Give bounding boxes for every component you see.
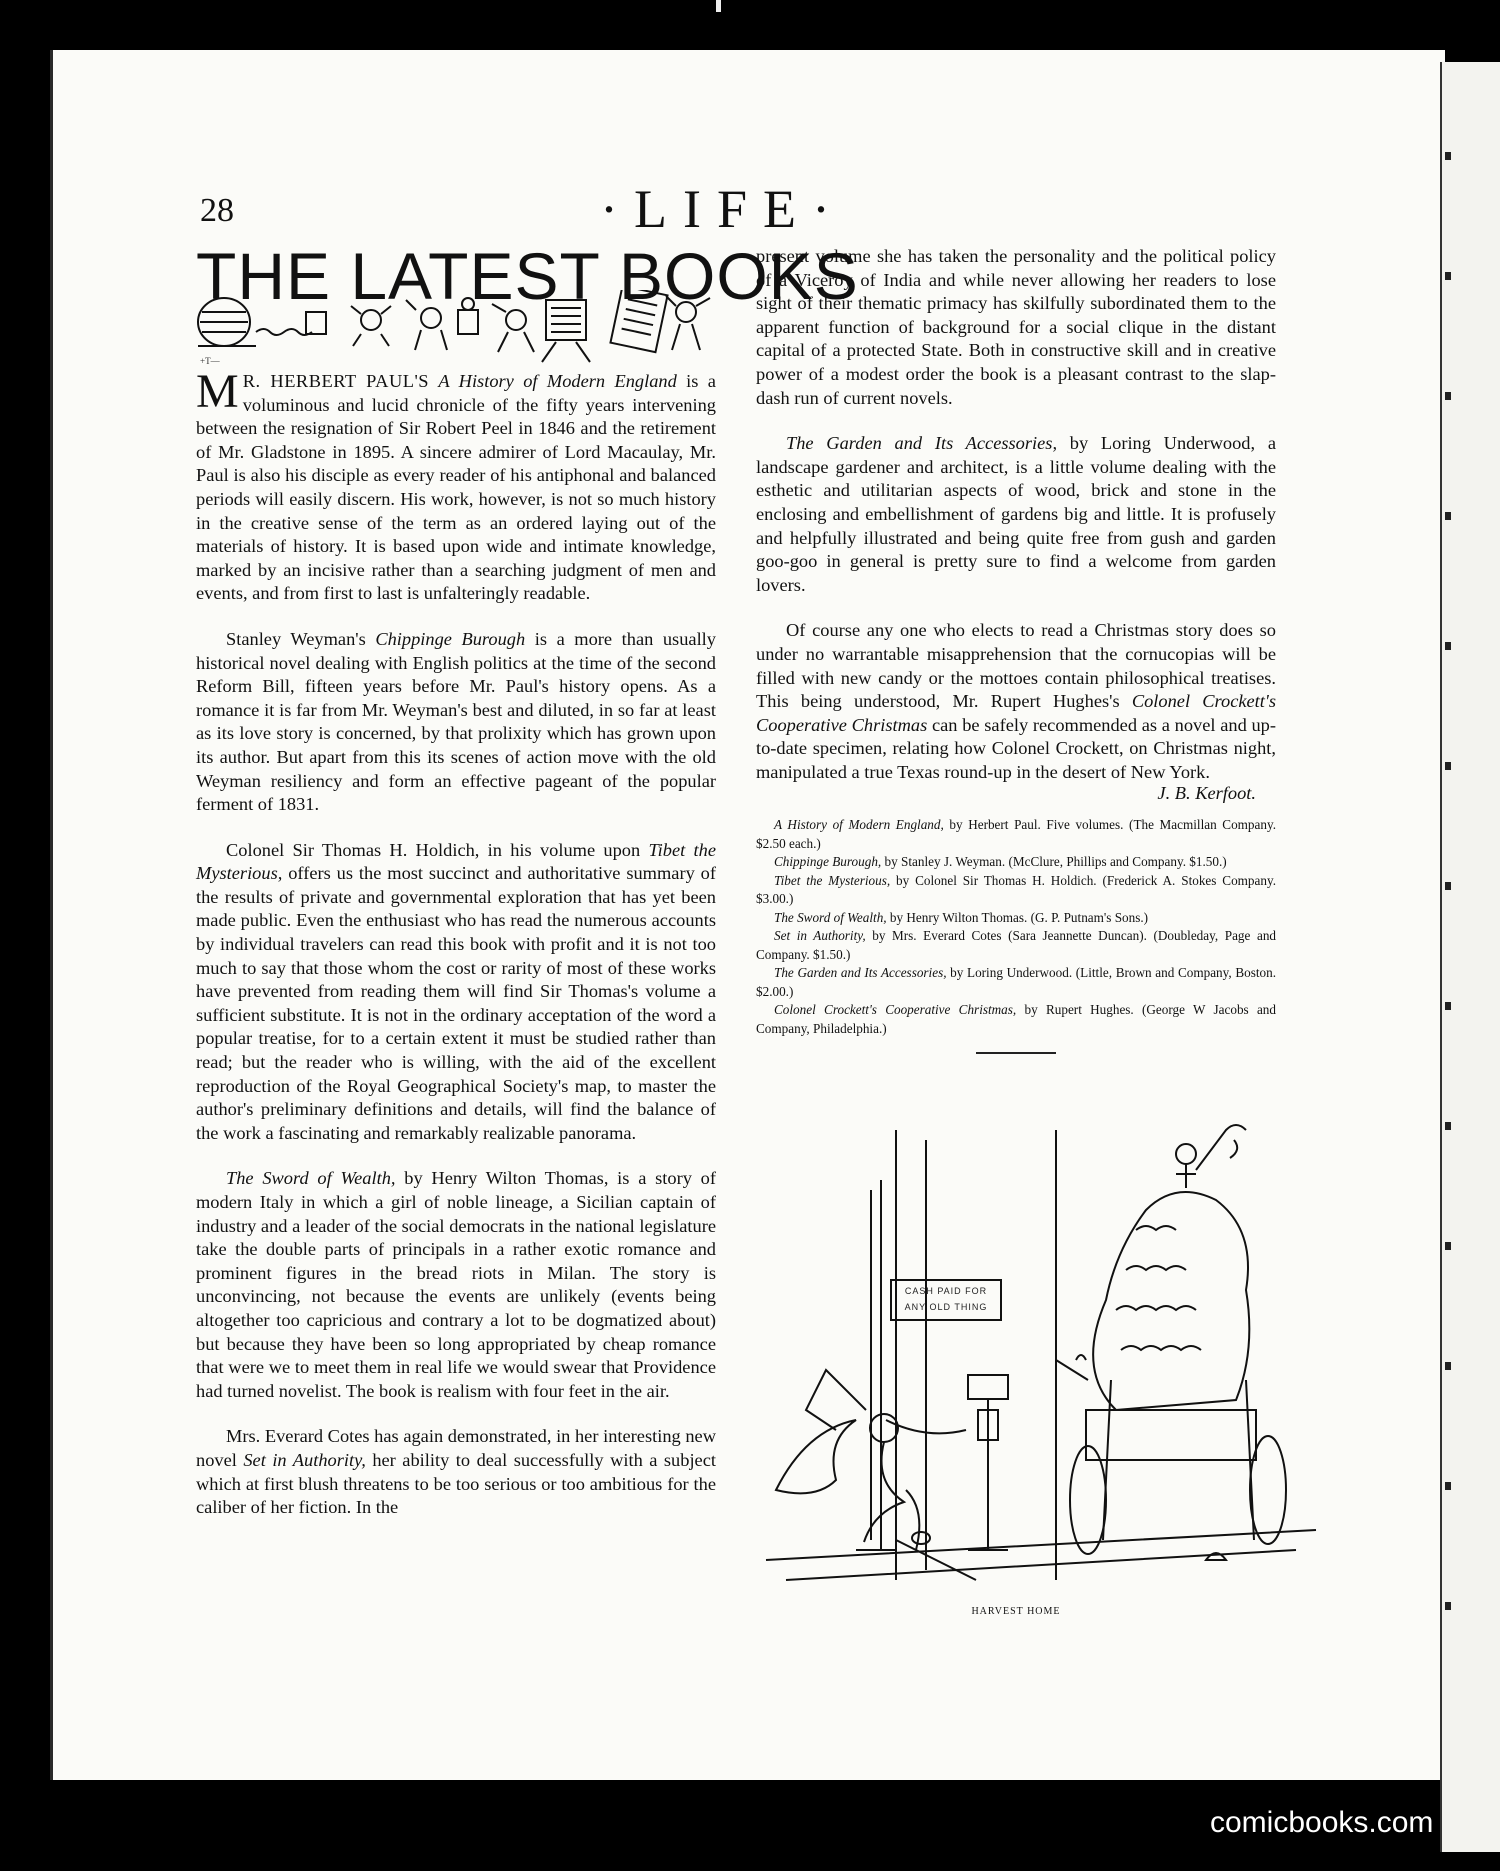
bibliography-entry: Chippinge Burough, by Stanley J. Weyman. (McClure, Phillips and Company. $1.50.): [774, 854, 1227, 870]
section-title: THE LATEST BOOKS: [196, 239, 859, 313]
review-paragraph: Colonel Sir Thomas H. Holdich, in his volume upon Tibet the Mysterious, offers us the most succinct and authoritative summary of the results of private and governmental exploration that has yet been made public. Even the enthusiast who has read the numerous accounts by individual travelers can read this book with profit and it is not too much to say that those whom the cost or rarity of most of these works have prevented from reading them will find Sir Thomas's volume a sufficient substitute. It is not in the ordinary acceptation of the word a popular treatise, for to a certain extent it must be studied rather than read; but the reader who is willing, with the aid of the excellent reproduction of the Royal Geographical Society's map, to master the author's preliminary definitions and details, will find the balance of the work a fascinating and remarkably realizable panorama.: [196, 839, 716, 1143]
page-number: 28: [200, 192, 234, 229]
harvest-home-illustration: [756, 1110, 1326, 1600]
divider-rule: [976, 1052, 1056, 1054]
right-column: [756, 245, 1276, 1054]
bibliography-entry: Tibet the Mysterious, by Colonel Sir Thomas H. Holdich. (Frederick A. Stokes Company. $3.00.): [756, 872, 1276, 907]
sign-text-line1: CASH PAID FOR: [904, 1286, 988, 1296]
svg-text:+T—: +T—: [200, 356, 220, 366]
top-edge-mark: [716, 0, 721, 12]
author-signature: J. B. Kerfoot.: [1157, 783, 1256, 804]
header-bee-illustration: [196, 290, 736, 370]
review-paragraph: The Garden and Its Accessories, by Loring Underwood, a landscape gardener and architect, is a little volume dealing with the esthetic and utilitarian aspects of wood, brick and stone in the enclosing and embellishment of gardens big and little. It is profusely and helpfully illustrated and being quite free from gush and garden goo-goo in general is pretty sure to find a welcome from garden lovers.: [756, 433, 1276, 595]
masthead: ·LIFE·: [600, 179, 846, 239]
review-paragraph: Mrs. Everard Cotes has again demonstrated, in her interesting new novel Set in Authority, her ability to deal successfully with a subject which at first blush threatens to be too serious or too ambitious for the caliber of her fiction. In the: [196, 1426, 716, 1518]
review-paragraph: present volume she has taken the personality and the political policy of a Viceroy of India and while never allowing her readers to lose sight of their thematic primacy has skilfully subordinated them to the apparent function of background for a social clique in the distant capital of a protected State. Both in constructive skill and in creative power of a modest order the book is a pleasant contrast to the slap-dash run of current novels.: [756, 246, 1276, 408]
bibliography-entry: The Sword of Wealth, by Henry Wilton Thomas. (G. P. Putnam's Sons.): [774, 909, 1149, 925]
review-paragraph: The Sword of Wealth, by Henry Wilton Thomas, is a story of modern Italy in which a girl of noble lineage, a Sicilian captain of industry and a leader of the social democrats in the national legislature take the double parts of principals in a rather exotic romance and prominent figures in the bread riots in Milan. The story is unconvincing, not because the events are unlikely (events being altogether too capricious and contrary a lot to be dogmatized about) but because they have been so long appropriated by cheap romance that were we to meet them in real life we would swear that Providence had turned novelist. The book is realism with four feet in the air.: [196, 1168, 716, 1401]
bibliography-list: [756, 816, 1276, 1038]
bibliography-entry: Colonel Crockett's Cooperative Christmas, by Rupert Hughes. (George W Jacobs and Company, Philadelphia.): [756, 1002, 1276, 1036]
bibliography-entry: The Garden and Its Accessories, by Loring Underwood. (Little, Brown and Company, Boston. $2.00.): [756, 965, 1276, 999]
watermark: comicbooks.com: [1210, 1806, 1434, 1839]
left-column: [196, 365, 716, 1542]
adjacent-page-edge: [1440, 62, 1500, 1852]
review-paragraph: M R. HERBERT PAUL'S A History of Modern England is a voluminous and lucid chronicle of the fifty years intervening between the resignation of Sir Robert Peel in 1846 and the retirement of Mr. Gladstone in 1895. A sincere admirer of Lord Macaulay, Mr. Paul is also his disciple as every reader of his antiphonal and balanced periods will easily discern. His work, however, is not so much history in the creative sense of the term as an ordered laying out of the materials of history. It is based upon wide and intimate knowledge, marked by an incisive rather than a searching judgment of men and events, and from first to last is unfalteringly readable.: [196, 365, 716, 604]
bibliography-entry: A History of Modern England, by Herbert Paul. Five volumes. (The Macmillan Company. $2.50 each.): [756, 817, 1277, 851]
drop-cap: M: [196, 365, 239, 418]
sign-text-line2: ANY OLD THING: [904, 1302, 988, 1312]
illustration-caption: HARVEST HOME: [971, 1606, 1061, 1617]
bibliography-entry: Set in Authority, by Mrs. Everard Cotes (Sara Jeannette Duncan). (Doubleday, Page and Company. $1.50.): [756, 928, 1277, 962]
review-paragraph: Stanley Weyman's Chippinge Burough is a more than usually historical novel dealing with English politics at the time of the second Reform Bill, fifteen years before Mr. Paul's history opens. As a romance it is far from Mr. Weyman's best and diluted, in so far at least as its love story is concerned, by that prolixity which has grown upon its author. But apart from this its scenes of action move with the old Weyman resiliency and form an effective pageant of the popular ferment of 1831.: [196, 628, 716, 815]
review-paragraph: Of course any one who elects to read a Christmas story does so under no warrantable misapprehension that the cornucopias will be filled with new candy or the mottoes contain philosophical treatises. This being understood, Mr. Rupert Hughes's Colonel Crockett's Cooperative Christmas can be safely recommended as a novel and up-to-date specimen, relating how Colonel Crockett, on Christmas night, manipulated a true Texas round-up in the desert of New York.: [756, 620, 1276, 782]
